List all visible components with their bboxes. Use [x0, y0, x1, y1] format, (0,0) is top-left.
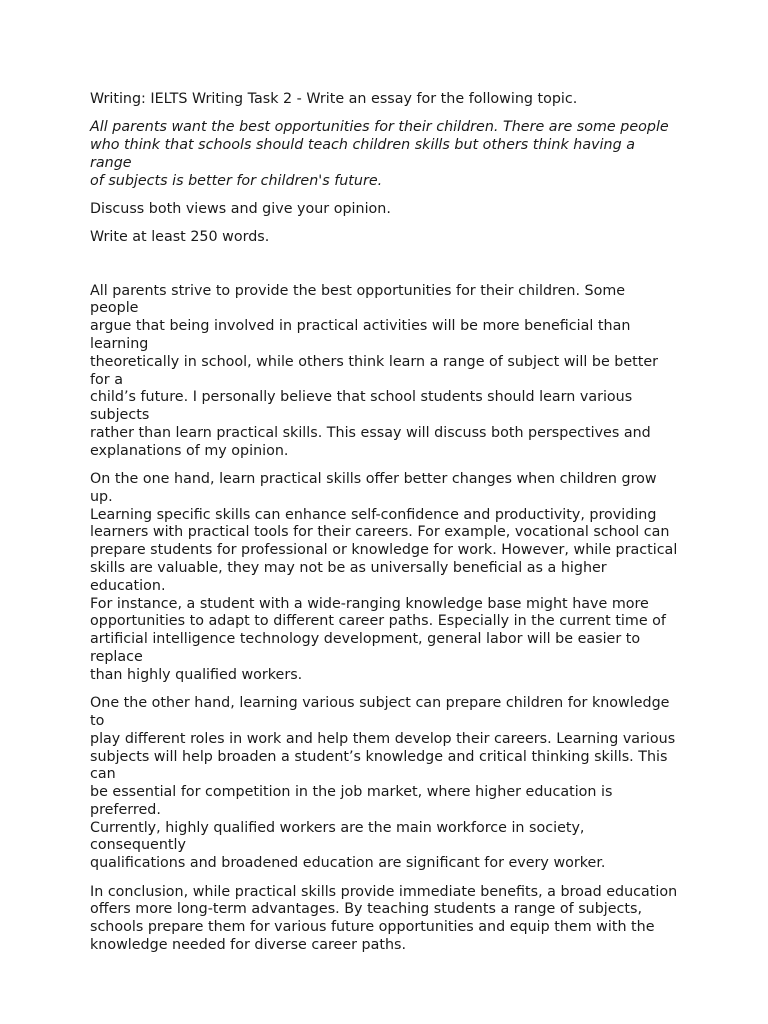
essay-topic: All parents want the best opportunities for their children. There are some people who think that schools should teach children skills but others think having a range of subjects is better for children's future. [90, 119, 669, 189]
task-heading: Writing: IELTS Writing Task 2 - Write an essay for the following topic. [90, 91, 578, 107]
word-limit: Write at least 250 words. [90, 229, 270, 246]
section-spacer [90, 258, 678, 283]
task-instruction: Discuss both views and give your opinion. [90, 200, 391, 217]
essay-body-paragraph-2: One the other hand, learning various subject can prepare children for knowledge to play different roles in work and help them develop their careers. Learning various subjects will help broaden a student’s knowledge and critical thinking skills. This can be essential for competition in the job market, where higher education is preferred. Currently, highly qualified workers are the main workforce in society, consequently qualifications and broadened education are significant for every worker. [90, 695, 676, 872]
essay-introduction: All parents strive to provide the best opportunities for their children. Some people argue that being involved in practical activities will be more beneficial than learning theoretically in school, while others think learn a range of subject will be better for a child’s future. I personally believe that school students should learn various subjects rather than learn practical skills. This essay will discuss both perspectives and explanations of my opinion. [90, 282, 659, 459]
essay-conclusion: In conclusion, while practical skills provide immediate benefits, a broad education offers more long-term advantages. By teaching students a range of subjects, schools prepare them for various future opportunities and equip them with the knowledge needed for diverse career paths. [90, 883, 678, 953]
essay-body-paragraph-1: On the one hand, learn practical skills offer better changes when children grow up. Learning specific skills can enhance self-confidence and productivity, providing learners with practical tools for their careers. For example, vocational school can prepare students for professional or knowledge for work. However, while practical skills are valuable, they may not be as universally beneficial as a higher education. For instance, a student with a wide-ranging knowledge base might have more opportunities to adapt to different career paths. Especially in the current time of artificial intelligence technology development, general labor will be easier to replace than highly qualified workers. [90, 471, 678, 683]
